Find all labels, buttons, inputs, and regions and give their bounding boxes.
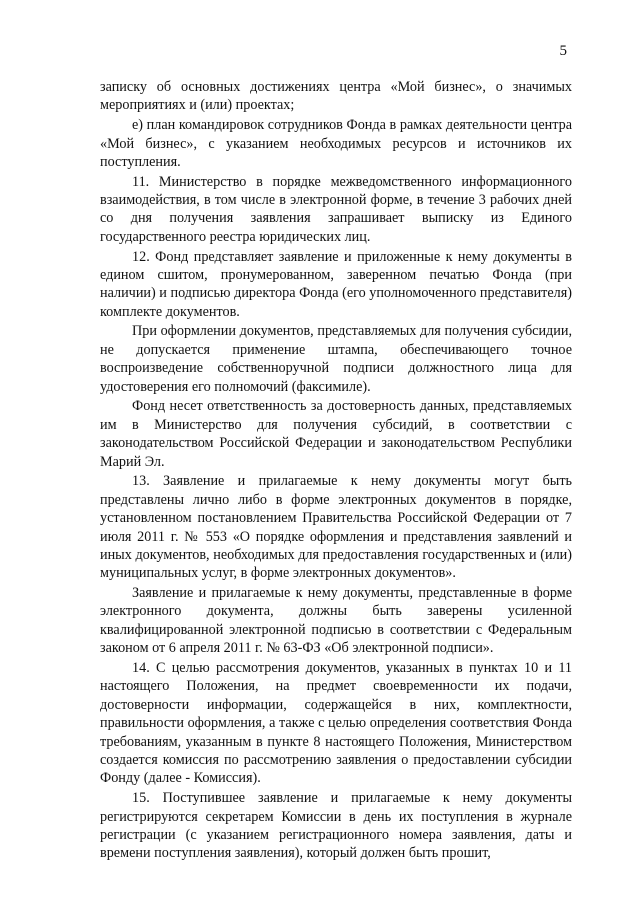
paragraph-facsimile: При оформлении документов, представляемых для получения субсидии, не допускается применение штампа, обеспечивающего точное воспроизведение собственноручной подписи должностного лица для удостоверения его полномочий (факсимиле). [100,323,572,395]
paragraph-continuation: записку об основных достижениях центра «Мой бизнес», о значимых мероприятиях и (или) проектах; [100,79,572,114]
paragraph-electronic-signature: Заявление и прилагаемые к нему документы, представленные в форме электронного документа, должны быть заверены усиленной квалифицированной электронной подписью в соответствии с Федеральным законом от 6 апреля 2011 г. № 63-ФЗ «Об электронной подписи». [100,585,572,657]
paragraph-15: 15. Поступившее заявление и прилагаемые к нему документы регистрируются секретарем Комиссии в день их поступления в журнале регистрации (с указанием регистрационного номера заявления, даты и времени поступления заявления), который должен быть прошит, [100,790,572,862]
paragraph-item-e: е) план командировок сотрудников Фонда в рамках деятельности центра «Мой бизнес», с указанием необходимых ресурсов и источников их поступления. [100,117,572,170]
paragraph-responsibility: Фонд несет ответственность за достоверность данных, представляемых им в Министерство для получения субсидий, в соответствии с законодательством Российской Федерации и законодательством Республики Марий Эл. [100,398,572,470]
paragraph-13: 13. Заявление и прилагаемые к нему документы могут быть представлены лично либо в форме электронных документов в порядке, установленном постановлением Правительства Российской Федерации от 7 июля 2011 г. № 553 «О порядке оформления и представления заявлений и иных документов, необходимых для предоставления государственных и (или) муниципальных услуг, в форме электронных документов». [100,473,572,582]
document-body [100,78,572,864]
paragraph-14: 14. С целью рассмотрения документов, указанных в пунктах 10 и 11 настоящего Положения, на предмет своевременности их подачи, достоверности информации, содержащейся в них, комплектности, правильности оформления, а также с целью определения соответствия Фонда требованиям, указанным в пункте 8 настоящего Положения, Министерством создается комиссия по рассмотрению заявления о предоставлении субсидии Фонду (далее - Комиссия). [100,659,572,787]
paragraph-11: 11. Министерство в порядке межведомственного информационного взаимодействия, в том числе в электронной форме, в течение 3 рабочих дней со дня получения заявления запрашивает выписку из Единого государственного реестра юридических лиц. [100,173,572,245]
paragraph-12: 12. Фонд представляет заявление и приложенные к нему документы в едином сшитом, пронумерованном, заверенном печатью Фонда (при наличии) и подписью директора Фонда (его уполномоченного представителя) комплекте документов. [100,248,572,320]
page-number: 5 [559,43,567,59]
